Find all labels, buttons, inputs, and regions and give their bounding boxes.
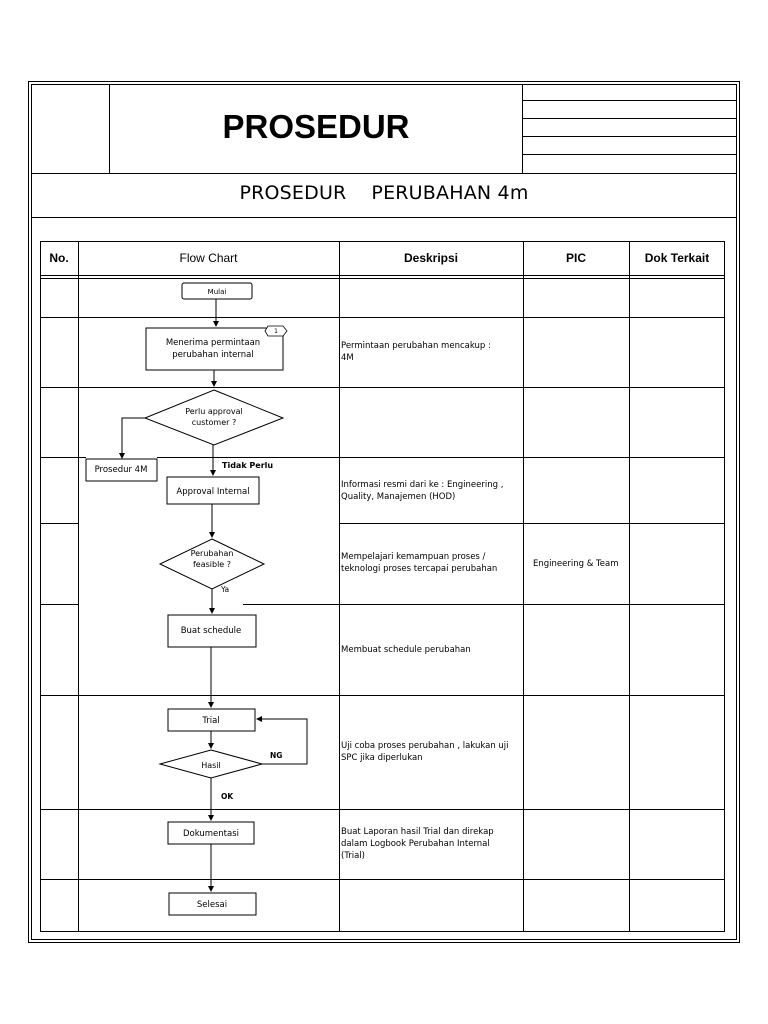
receive-request-line1: Menerima permintaan (165, 338, 261, 348)
start-label: Mulai (207, 288, 227, 296)
description-row-8: Buat Laporan hasil Trial dan direkap dalam Logbook Perubahan Internal (Trial) (341, 827, 494, 861)
column-header-deskripsi: Deskripsi (403, 251, 459, 265)
approval-decision-line2: customer ? (191, 418, 237, 427)
description-row-4: Informasi resmi dari ke : Engineering , Quality, Manajemen (HOD) (341, 480, 504, 502)
receive-request-box (146, 328, 283, 370)
ok-label: OK (221, 792, 234, 801)
column-header-flow-chart: Flow Chart (179, 251, 238, 265)
receive-request-line2: perubahan internal (172, 350, 254, 360)
approval-decision-line1: Perlu approval (185, 407, 243, 416)
column-header-no: No. (49, 251, 69, 265)
description-row-7: Uji coba proses perubahan , lakukan uji SPC jika diperlukan (341, 741, 509, 763)
column-header-dok-terkait: Dok Terkait (644, 251, 710, 265)
description-row-5: Mempelajari kemampuan proses / teknologi proses tercapai perubahan (341, 552, 498, 574)
reference-number: 1 (274, 328, 278, 335)
feasible-line2: feasible ? (192, 560, 232, 569)
end-label: Selesai (196, 900, 228, 910)
pic-row-5: Engineering & Team (533, 559, 619, 569)
ya-label: Ya (221, 585, 230, 594)
hasil-label: Hasil (201, 761, 221, 770)
approval-internal-label: Approval Internal (176, 487, 250, 497)
column-header-pic: PIC (565, 251, 586, 265)
feasible-line1: Perubahan (190, 549, 234, 558)
buat-schedule-label: Buat schedule (180, 626, 242, 636)
tidak-perlu-label: Tidak Perlu (222, 461, 274, 470)
page-title: PROSEDUR (222, 108, 410, 145)
ng-label: NG (270, 751, 283, 760)
description-row-6: Membuat schedule perubahan (341, 645, 471, 655)
trial-label: Trial (202, 716, 220, 726)
dokumentasi-label: Dokumentasi (182, 829, 240, 839)
prosedur-4m-label: Prosedur 4M (94, 465, 148, 475)
document-subtitle: PROSEDUR PERUBAHAN 4m (239, 182, 529, 204)
description-row-2: Permintaan perubahan mencakup : 4M (341, 341, 491, 363)
